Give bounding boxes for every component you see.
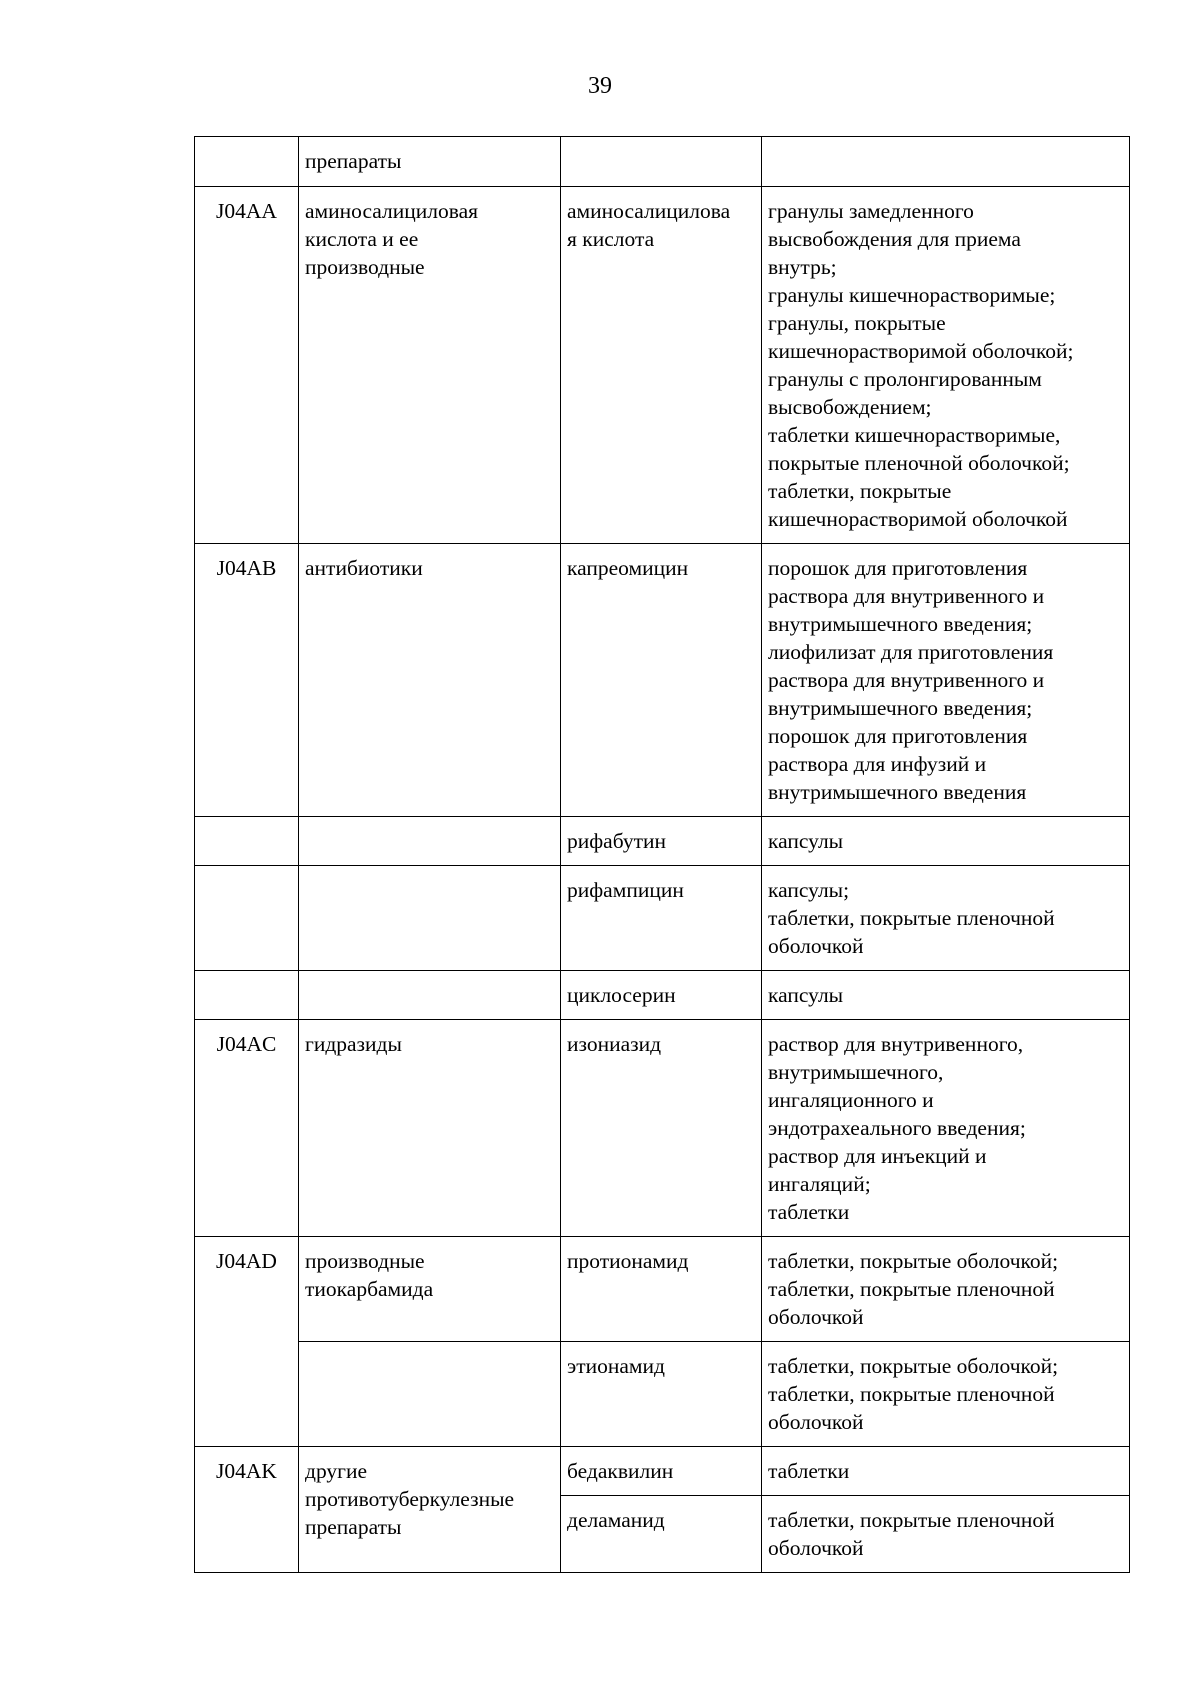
substance-cell: этионамид xyxy=(561,1342,762,1447)
table-row xyxy=(195,137,1130,187)
table-row xyxy=(195,866,1130,971)
substance-cell: протионамид xyxy=(561,1237,762,1342)
atc-code-cell xyxy=(195,817,299,866)
atc-code-cell: J04AB xyxy=(195,544,299,817)
table-row xyxy=(195,544,1130,817)
substance-cell: изониазид xyxy=(561,1020,762,1237)
dosage-forms-cell: капсулы xyxy=(762,971,1130,1020)
substance-cell: бедаквилин xyxy=(561,1447,762,1496)
group-cell: препараты xyxy=(299,137,561,187)
table-row xyxy=(195,187,1130,544)
substance-cell: капреомицин xyxy=(561,544,762,817)
group-cell: аминосалициловая кислота и ее производные xyxy=(299,187,561,544)
group-cell xyxy=(299,817,561,866)
group-cell: другие противотуберкулезные препараты xyxy=(299,1447,561,1573)
dosage-forms-cell: капсулы xyxy=(762,817,1130,866)
dosage-forms-cell: таблетки xyxy=(762,1447,1130,1496)
group-cell: производные тиокарбамида xyxy=(299,1237,561,1342)
dosage-forms-cell: раствор для внутривенного, внутримышечного, ингаляционного и эндотрахеального введения; раствор для инъекций и ингаляций; таблетки xyxy=(762,1020,1130,1237)
table-row xyxy=(195,1237,1130,1342)
group-cell: антибиотики xyxy=(299,544,561,817)
dosage-forms-cell: таблетки, покрытые оболочкой; таблетки, покрытые пленочной оболочкой xyxy=(762,1237,1130,1342)
substance-cell: аминосалицилова я кислота xyxy=(561,187,762,544)
substance-cell xyxy=(561,137,762,187)
substance-cell: рифампицин xyxy=(561,866,762,971)
group-cell xyxy=(299,971,561,1020)
table-row xyxy=(195,1342,1130,1447)
drug-table xyxy=(194,136,1130,1573)
dosage-forms-cell: таблетки, покрытые оболочкой; таблетки, покрытые пленочной оболочкой xyxy=(762,1342,1130,1447)
group-cell xyxy=(299,1342,561,1447)
atc-code-cell: J04AD xyxy=(195,1237,299,1447)
table-row xyxy=(195,1020,1130,1237)
atc-code-cell xyxy=(195,971,299,1020)
dosage-forms-cell: порошок для приготовления раствора для внутривенного и внутримышечного введения; лиофилизат для приготовления раствора для внутривенного и внутримышечного введения; порошок для приготовления раствора для инфузий и внутримышечного введения xyxy=(762,544,1130,817)
table-row xyxy=(195,817,1130,866)
atc-code-cell: J04AK xyxy=(195,1447,299,1573)
dosage-forms-cell xyxy=(762,137,1130,187)
table-row xyxy=(195,1447,1130,1496)
atc-code-cell: J04AC xyxy=(195,1020,299,1237)
group-cell xyxy=(299,866,561,971)
group-cell: гидразиды xyxy=(299,1020,561,1237)
dosage-forms-cell: капсулы; таблетки, покрытые пленочной оболочкой xyxy=(762,866,1130,971)
dosage-forms-cell: таблетки, покрытые пленочной оболочкой xyxy=(762,1496,1130,1573)
atc-code-cell: J04AA xyxy=(195,187,299,544)
dosage-forms-cell: гранулы замедленного высвобождения для приема внутрь; гранулы кишечнорастворимые; гранулы, покрытые кишечнорастворимой оболочкой; гранулы с пролонгированным высвобождением; таблетки кишечнорастворимые, покрытые пленочной оболочкой; таблетки, покрытые кишечнорастворимой оболочкой xyxy=(762,187,1130,544)
table-row xyxy=(195,971,1130,1020)
atc-code-cell xyxy=(195,866,299,971)
page-number: 39 xyxy=(588,73,612,99)
substance-cell: циклосерин xyxy=(561,971,762,1020)
atc-code-cell xyxy=(195,137,299,187)
substance-cell: рифабутин xyxy=(561,817,762,866)
substance-cell: деламанид xyxy=(561,1496,762,1573)
